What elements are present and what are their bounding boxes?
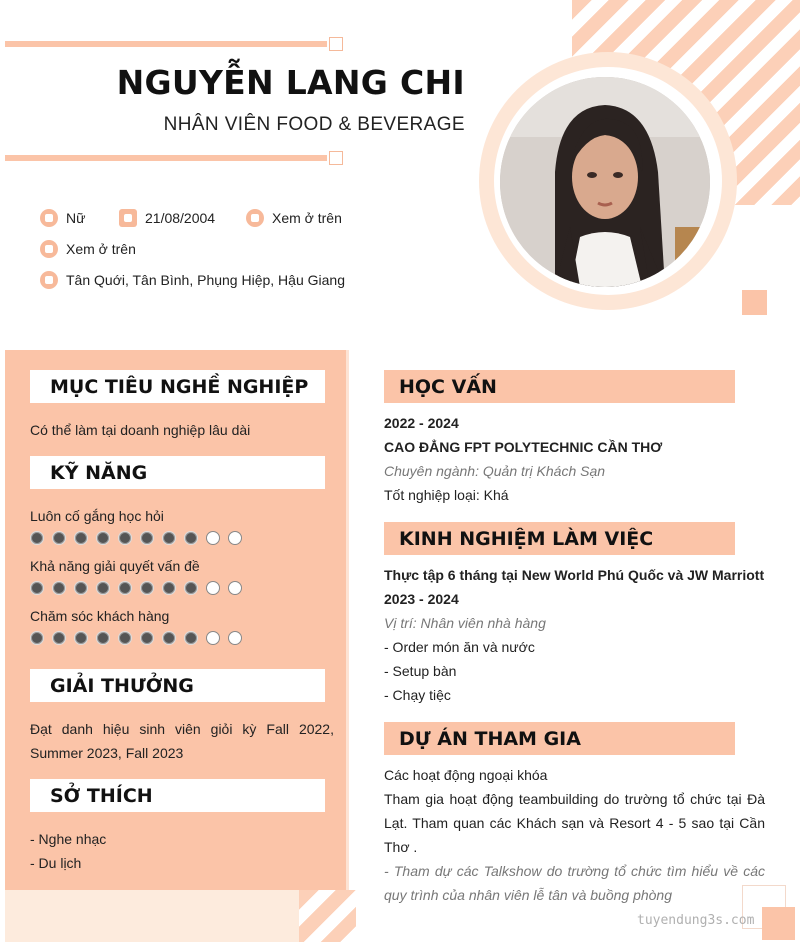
- experience-duty: - Order món ăn và nước: [384, 639, 535, 655]
- experience-duty: - Chạy tiệc: [384, 687, 451, 703]
- objective-text: Có thể làm tại doanh nghiệp lâu dài: [30, 422, 251, 438]
- rating-dot-filled: [52, 581, 66, 595]
- education-period: 2022 - 2024: [384, 415, 459, 431]
- info-email: [40, 240, 136, 258]
- experience-period: 2023 - 2024: [384, 591, 459, 607]
- rating-dot-filled: [184, 581, 198, 595]
- decor-square: [742, 290, 767, 315]
- rating-dot-empty: [206, 531, 220, 545]
- projects-text: Tham gia hoạt động teambuilding do trường tổ chức tại Đà Lạt. Tham quan các Khách sạn và Resort 4 - 5 sao tại Cần Thơ .: [384, 791, 765, 855]
- rating-dot-filled: [162, 531, 176, 545]
- skill-label: Khả năng giải quyết vấn đề: [30, 558, 200, 574]
- rating-dot-filled: [74, 631, 88, 645]
- rating-dot-filled: [140, 631, 154, 645]
- experience-title: KINH NGHIỆM LÀM VIỆC: [384, 522, 735, 555]
- projects-subtitle: Các hoạt động ngoại khóa: [384, 767, 548, 783]
- objective-title: MỤC TIÊU NGHỀ NGHIỆP: [30, 370, 325, 403]
- experience-duty: - Setup bàn: [384, 663, 457, 679]
- gender-icon: [40, 209, 58, 227]
- gender-value: Nữ: [66, 210, 86, 226]
- home-icon: [40, 271, 58, 289]
- education-school: CAO ĐẲNG FPT POLYTECHNIC CẦN THƠ: [384, 439, 663, 455]
- rating-dot-filled: [96, 631, 110, 645]
- experience-role: Vị trí: Nhân viên nhà hàng: [384, 615, 546, 631]
- portrait-image: [500, 77, 710, 287]
- info-phone: [246, 209, 342, 227]
- rating-dot-filled: [30, 631, 44, 645]
- rating-dot-filled: [118, 531, 132, 545]
- education-major: Chuyên ngành: Quản trị Khách Sạn: [384, 463, 606, 479]
- rating-dot-filled: [30, 531, 44, 545]
- hobby-item: - Du lịch: [30, 855, 82, 871]
- rating-dot-filled: [118, 581, 132, 595]
- rating-dot-empty: [228, 531, 242, 545]
- avatar: [500, 77, 710, 287]
- skill-rating: [30, 531, 242, 545]
- rating-dot-filled: [184, 531, 198, 545]
- candidate-name: NGUYỄN LANG CHI: [116, 63, 465, 102]
- rating-dot-empty: [206, 581, 220, 595]
- info-birthday: [119, 209, 215, 227]
- phone-value: Xem ở trên: [272, 210, 342, 226]
- phone-icon: [246, 209, 264, 227]
- experience-position: Thực tập 6 tháng tại New World Phú Quốc và JW Marriott: [384, 567, 765, 583]
- education-grade: Tốt nghiệp loại: Khá: [384, 487, 509, 503]
- decor-corner-square: [762, 907, 795, 940]
- rating-dot-filled: [118, 631, 132, 645]
- rating-dot-filled: [74, 581, 88, 595]
- rating-dot-filled: [140, 531, 154, 545]
- skill-rating: [30, 581, 242, 595]
- rating-dot-filled: [96, 581, 110, 595]
- header-line-top-end: [329, 37, 343, 51]
- left-column-edge: [346, 350, 349, 890]
- info-address: [40, 271, 345, 289]
- rating-dot-filled: [140, 581, 154, 595]
- awards-title: GIẢI THƯỞNG: [30, 669, 325, 702]
- rating-dot-empty: [228, 581, 242, 595]
- birthday-value: 21/08/2004: [145, 210, 216, 226]
- hobbies-title: SỞ THÍCH: [30, 779, 325, 812]
- header-line-bottom-end: [329, 151, 343, 165]
- rating-dot-filled: [30, 581, 44, 595]
- projects-title: DỰ ÁN THAM GIA: [384, 722, 735, 755]
- address-value: Tân Quới, Tân Bình, Phụng Hiệp, Hậu Giang: [66, 272, 345, 288]
- awards-text: Đạt danh hiệu sinh viên giỏi kỳ Fall 2022, Summer 2023, Fall 2023: [30, 721, 334, 761]
- watermark: tuyendung3s.com: [637, 913, 755, 928]
- calendar-icon: [119, 209, 137, 227]
- rating-dot-empty: [206, 631, 220, 645]
- rating-dot-filled: [184, 631, 198, 645]
- skills-title: KỸ NĂNG: [30, 456, 325, 489]
- skill-label: Chăm sóc khách hàng: [30, 608, 170, 624]
- rating-dot-filled: [96, 531, 110, 545]
- rating-dot-filled: [52, 631, 66, 645]
- rating-dot-filled: [162, 581, 176, 595]
- candidate-role: NHÂN VIÊN FOOD & BEVERAGE: [163, 114, 465, 135]
- rating-dot-filled: [52, 531, 66, 545]
- header-line-bottom: [5, 155, 327, 161]
- header-line-top: [5, 41, 327, 47]
- stripe-decoration-bottom: [299, 890, 356, 942]
- rating-dot-filled: [162, 631, 176, 645]
- email-icon: [40, 240, 58, 258]
- projects-note: - Tham dự các Talkshow do trường tổ chức tìm hiểu về các quy trình của nhân viên lễ tân và buồng phòng: [384, 863, 765, 903]
- education-title: HỌC VẤN: [384, 370, 735, 403]
- rating-dot-empty: [228, 631, 242, 645]
- rating-dot-filled: [74, 531, 88, 545]
- info-gender: [40, 209, 85, 227]
- skill-label: Luôn cố gắng học hỏi: [30, 508, 164, 524]
- email-value: Xem ở trên: [66, 241, 136, 257]
- hobby-item: - Nghe nhạc: [30, 831, 107, 847]
- skill-rating: [30, 631, 242, 645]
